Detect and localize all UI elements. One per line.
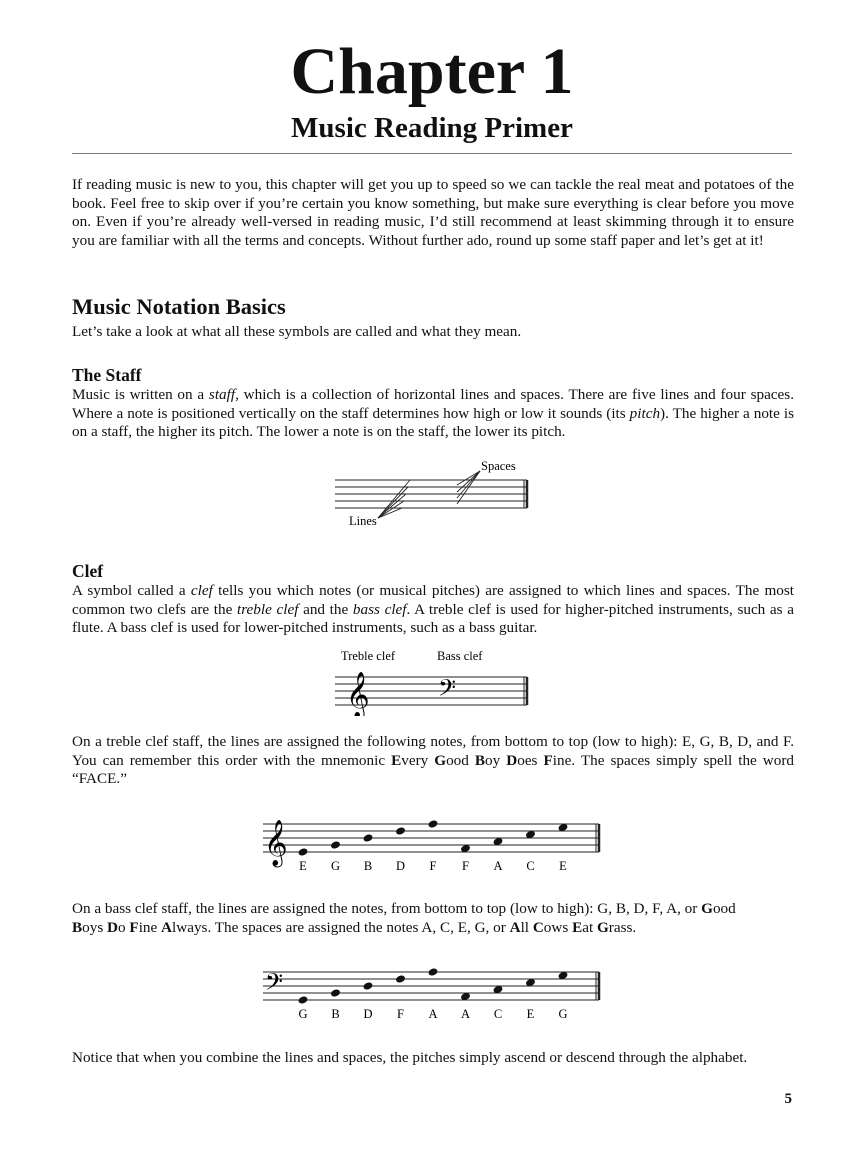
- bass-note-label: D: [363, 1007, 373, 1021]
- treble-note-label: C: [526, 859, 535, 873]
- bass-note-label: G: [558, 1007, 568, 1021]
- bass-note-label: B: [331, 1007, 340, 1021]
- title-divider: [72, 153, 792, 154]
- term-staff: staff: [208, 386, 236, 403]
- bass-staff-lines: [263, 972, 599, 1000]
- bass-note-head: [330, 988, 341, 998]
- treble-clef-label: Treble clef: [341, 649, 396, 663]
- treble-note-label: E: [559, 859, 567, 873]
- treble-note-head: [395, 826, 406, 836]
- lines-label: Lines: [349, 514, 377, 528]
- bass-clef-label: Bass clef: [437, 649, 483, 663]
- bass-note-label: A: [460, 1007, 471, 1021]
- section-heading-notation-basics: Music Notation Basics: [72, 294, 286, 319]
- bass-note-head: [297, 995, 308, 1005]
- treble-note-labels: [299, 859, 567, 873]
- bass-note-label: G: [298, 1007, 308, 1021]
- bass-note-head: [395, 974, 406, 984]
- chapter-title: Chapter 1: [290, 35, 574, 108]
- treble-note-label: D: [395, 859, 406, 873]
- treble-notes-paragraph: On a treble clef staff, the lines are assigned the following notes, from bottom to top (low to high): E, G, B, D, and F. You can remember this order with the mnemonic Every Good Boy Does Fine. The spaces simply spell the word “FACE.”: [72, 733, 795, 788]
- treble-clef-icon: 𝄞: [346, 672, 370, 716]
- term-clef: clef: [190, 582, 213, 599]
- treble-staff-lines: [263, 824, 599, 852]
- treble-clef-icon: 𝄞: [264, 820, 288, 865]
- treble-note-label: A: [493, 859, 503, 873]
- chapter-subtitle: Music Reading Primer: [291, 112, 573, 144]
- treble-note-label: F: [462, 859, 469, 873]
- term-bass-clef: bass clef: [352, 600, 407, 618]
- treble-note-head: [330, 840, 341, 850]
- treble-note-head: [427, 819, 438, 829]
- staff-paragraph: Music is written on a staff, which is a collection of horizontal lines and spaces. There are five lines and four spaces. Where a note is positioned vertically on the staff determines how high or low it sounds (its pitch). The higher a note is on a staff, the higher its pitch. The lower a note is on the staff, the lower its pitch.: [72, 386, 795, 441]
- staff-lines-spaces-figure: [320, 455, 550, 530]
- bass-clef-icon: 𝄢: [438, 676, 457, 707]
- treble-note-label: F: [429, 859, 437, 873]
- term-pitch: pitch: [629, 404, 661, 422]
- bass-note-label: F: [397, 1007, 404, 1021]
- treble-note-head: [297, 847, 308, 857]
- subheading-clef: Clef: [72, 561, 104, 581]
- notation-basics-paragraph: Let’s take a look at what all these symbols are called and what they mean.: [72, 323, 522, 340]
- spaces-label: Spaces: [481, 459, 516, 473]
- bass-notes-staff: [255, 958, 605, 1026]
- clef-paragraph: A symbol called a clef tells you which notes (or musical pitches) are assigned to which lines and spaces. The most common two clefs are the treble clef and the bass clef. A treble clef is used for higher-pitched instruments, such as a flute. A bass clef is used for lower-pitched instruments, such as a bass guitar.: [72, 582, 794, 637]
- bass-clef-icon: 𝄢: [265, 970, 284, 1001]
- lines-pointer-lines: [378, 480, 410, 518]
- treble-note-label: G: [330, 859, 341, 873]
- term-treble-clef: treble clef: [236, 600, 299, 618]
- bass-notes-paragraph: On a bass clef staff, the lines are assigned the notes, from bottom to top (low to high): G, B, D, F, A, or Good Boys Do Fine Always. The spaces are assigned the notes A, C, E, G, or All Cows Eat Grass.: [72, 900, 736, 936]
- clef-figure: [320, 644, 550, 716]
- bass-note-head: [427, 967, 438, 977]
- treble-note-label: E: [299, 859, 307, 873]
- bass-note-label: E: [526, 1007, 535, 1021]
- treble-note-label: B: [363, 859, 373, 873]
- bass-note-head: [362, 981, 373, 991]
- bass-note-label: C: [493, 1007, 503, 1021]
- bass-note-labels: [298, 1007, 567, 1021]
- treble-note-head: [362, 833, 373, 843]
- intro-paragraph: If reading music is new to you, this chapter will get you up to speed so we can tackle the real meat and potatoes of the book. Feel free to skip over if you’re certain you know something, but make sure everything is clear before you move on. Even if you’re already well-versed in reading music, I’d still recommend at least skimming through it to ensure you are familiar with all the terms and concepts. Without further ado, round up some staff paper and let’s get at it!: [72, 176, 794, 249]
- bass-note-label: A: [428, 1007, 438, 1021]
- closing-paragraph: Notice that when you combine the lines and spaces, the pitches simply ascend or descend through the alphabet.: [72, 1049, 748, 1066]
- staff-lines: [335, 480, 527, 508]
- page-number: 5: [784, 1091, 792, 1107]
- subheading-the-staff: The Staff: [72, 365, 142, 385]
- treble-notes-staff: [255, 810, 605, 878]
